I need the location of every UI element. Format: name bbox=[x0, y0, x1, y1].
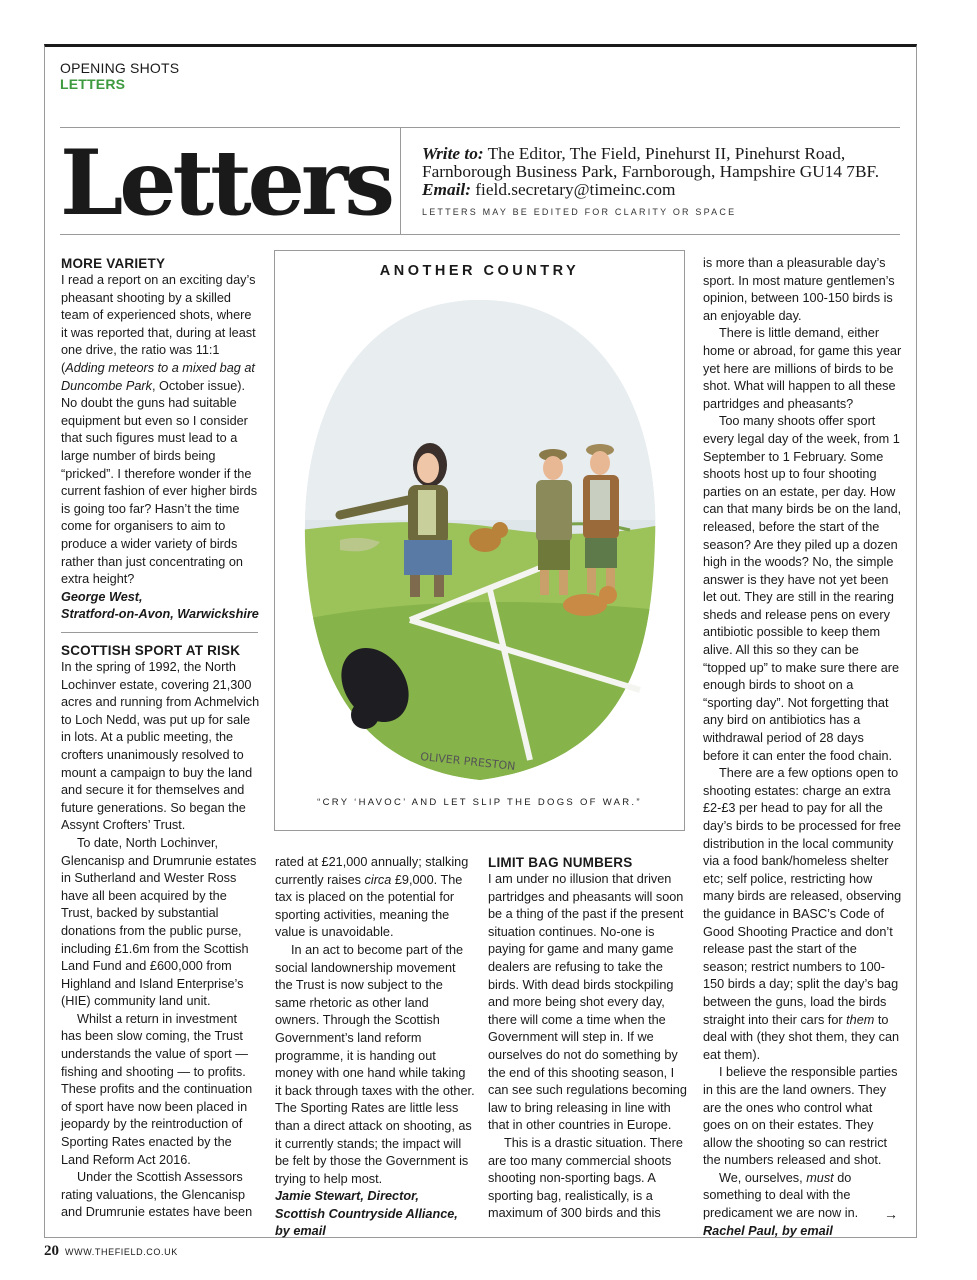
section-kicker bbox=[60, 60, 179, 92]
letter-paragraph: We, ourselves, must do something to deal with the predicament we are now in. bbox=[703, 1170, 859, 1221]
email-label: Email: bbox=[422, 180, 471, 199]
letter-more-variety bbox=[61, 255, 261, 624]
letter-signature-name: George West, bbox=[61, 589, 143, 604]
letter-paragraph: Under the Scottish Assessors rating valuations, the Glencanisp and Drumrunie estates have been bbox=[61, 1170, 253, 1220]
page-footer bbox=[44, 1243, 178, 1260]
letter-divider bbox=[61, 632, 258, 633]
cartoon-illustration bbox=[300, 290, 660, 790]
page-title: Letters bbox=[60, 130, 392, 236]
letter-paragraph: is more than a pleasurable day’s sport. In most mature gentlemen’s opinion, between 100-150 birds is an enjoyable day. bbox=[703, 256, 895, 323]
letter-paragraph: This is a drastic situation. There are too many commercial shoots shooting non-sporting bags. A sporting bag, realistically, is a maximum of 300 birds and this bbox=[488, 1135, 683, 1221]
letter-signature-place: Stratford-on-Avon, Warwickshire bbox=[61, 607, 259, 622]
letter-paragraph: In an act to become part of the social landownership movement the Trust is now subject to the same rhetoric as other land owners. Through the Scottish Government’s land reform programme, it is handing out money with one hand while taking it back through taxes with the other. The Sporting Rates are little less than a direct attack on shooting, as it currently stands; the impact will be felt by those the Government is trying to help most. bbox=[275, 942, 475, 1186]
cartoon-artist-signature: OLIVER PRESTON bbox=[419, 750, 516, 773]
cartoon-title: ANOTHER COUNTRY bbox=[379, 263, 580, 279]
footer-website[interactable]: WWW.THEFIELD.CO.UK bbox=[65, 1247, 178, 1257]
letter-heading: MORE VARIETY bbox=[61, 256, 166, 271]
letter-signature: Rachel Paul, by email bbox=[703, 1223, 833, 1238]
email-address[interactable]: field.secretary@timeinc.com bbox=[475, 180, 676, 199]
letter-paragraph: Whilst a return in investment has been slow coming, the Trust understands the value of sport — fishing and shooting — to profits. These profits and the continuation of sport have now been placed in jeopardy by the reintroduction of Sporting Rates enacted by the Land Reform Act 2016. bbox=[61, 1011, 253, 1167]
header-divider bbox=[400, 127, 401, 234]
letter-paragraph: I believe the responsible parties in this are the land owners. They are the ones who control what goes on on their estates. They allow the shooting so can restrict the numbers released and shot. bbox=[703, 1065, 898, 1168]
page-number: 20 bbox=[44, 1243, 59, 1259]
letter-heading: SCOTTISH SPORT AT RISK bbox=[61, 643, 241, 658]
letter-body: I read a report on an exciting day’s pheasant shooting by a skilled team of experienced shots, where it was reported that, during at least one drive, the ratio was 11:1 (Adding meteors to a mixed bag at Duncombe Park, October issue). No doubt the guns had suitable equipment but even so I consider that such figures must lead to a large number of birds being “pricked”. I therefore wonder if the current fashion of ever higher birds is going too far? Hasn’t the time come for organisers to aim to produce a wider variety of birds rather than just concentrating on extra height? bbox=[61, 273, 258, 587]
continue-arrow-icon: → bbox=[884, 1206, 898, 1222]
letter-paragraph: Too many shoots offer sport every legal day of the week, from 1 September to 1 February. Some shoots host up to four shooting parties on an estate, per day. How can that many birds be on the land, released, before the start of the season? Are they piled up a dozen high in the woods? No, the simple answer is they have not yet been let out. They are still in the rearing sheds and release pens on every antibiotic possible to keep them alive. All this so they can be “topped up” to make sure there are enough birds to shoot on a “sporting day”. Not forgetting that any bird on antibiotics has a withdrawal period of 28 days before it can enter the food chain. bbox=[703, 414, 902, 763]
cartoon-caption: “CRY ‘HAVOC’ AND LET SLIP THE DOGS OF WAR.” bbox=[317, 797, 642, 808]
letter-limit-bag-numbers-continued bbox=[703, 255, 903, 1240]
letter-scottish-sport bbox=[61, 642, 261, 1222]
letter-signature-name: Jamie Stewart, Director, bbox=[275, 1189, 419, 1204]
write-to-address: The Editor, The Field, Pinehurst II, Pinehurst Road, Farnborough Business Park, Farnborough, Hampshire GU14 7BF. bbox=[422, 144, 880, 181]
editing-note: LETTERS MAY BE EDITED FOR CLARITY OR SPACE bbox=[422, 207, 737, 217]
write-to-label: Write to: bbox=[422, 144, 484, 163]
letter-heading: LIMIT BAG NUMBERS bbox=[488, 855, 633, 870]
subsection-label: LETTERS bbox=[60, 76, 126, 92]
section-label: OPENING SHOTS bbox=[60, 60, 180, 76]
letter-signature-via: by email bbox=[275, 1224, 326, 1239]
letter-paragraph: I am under no illusion that driven partridges and pheasants will soon be a thing of the past if the present situation continues. No-one is paying for game and many game dealers are refusing to take the birds. With dead birds stockpiling and more being shot every day, there will come a time when the Government will step in. If we ourselves do not do something by the end of this shooting season, I can see such regulations becoming law to bring releasing in line with that in other countries in Europe. bbox=[488, 872, 687, 1133]
letter-paragraph: rated at £21,000 annually; stalking currently raises circa £9,000. The tax is placed on the potential for sporting activities, meaning the value is unavoidable. bbox=[275, 855, 469, 940]
letter-scottish-sport-continued bbox=[275, 854, 475, 1241]
write-to-block bbox=[422, 145, 902, 199]
letter-limit-bag-numbers bbox=[488, 854, 688, 1223]
letter-paragraph: There is little demand, either home or abroad, for game this year yet here are millions of birds to be shot. What will happen to all these partridges and pheasants? bbox=[703, 326, 902, 411]
letter-signature-org: Scottish Countryside Alliance, bbox=[275, 1206, 458, 1221]
letter-paragraph: There are a few options open to shooting estates: charge an extra £2-£3 per head to pay for all the day’s birds to be processed for free distribution in the local community via a food bank/homeless shelter etc; self police, restricting how many birds are released, observing the guidance in BASC’s Code of Good Shooting Practice and don’t release past the start of the season; restrict numbers to 100-150 birds a day; split the day’s bag between the guns, load the birds straight into their cars for them to deal with (they shot them, they can eat them). bbox=[703, 766, 902, 1062]
letter-paragraph: To date, North Lochinver, Glencanisp and Drumrunie estates in Sutherland and Wester Ross have all been acquired by the Trust, backed by substantial donations from the public purse, including £1.6m from the Scottish Land Fund and £600,000 from Highland and Island Enterprise’s (HIE) community land unit. bbox=[61, 835, 257, 1009]
letter-paragraph: In the spring of 1992, the North Lochinver estate, covering 21,300 acres and running from Achmelvich to Loch Nedd, was put up for sale in lots. At a public meeting, the crofters unanimously resolved to mount a campaign to buy the land and secure it for themselves and future generations. So began the Assynt Crofters’ Trust. bbox=[61, 660, 260, 833]
